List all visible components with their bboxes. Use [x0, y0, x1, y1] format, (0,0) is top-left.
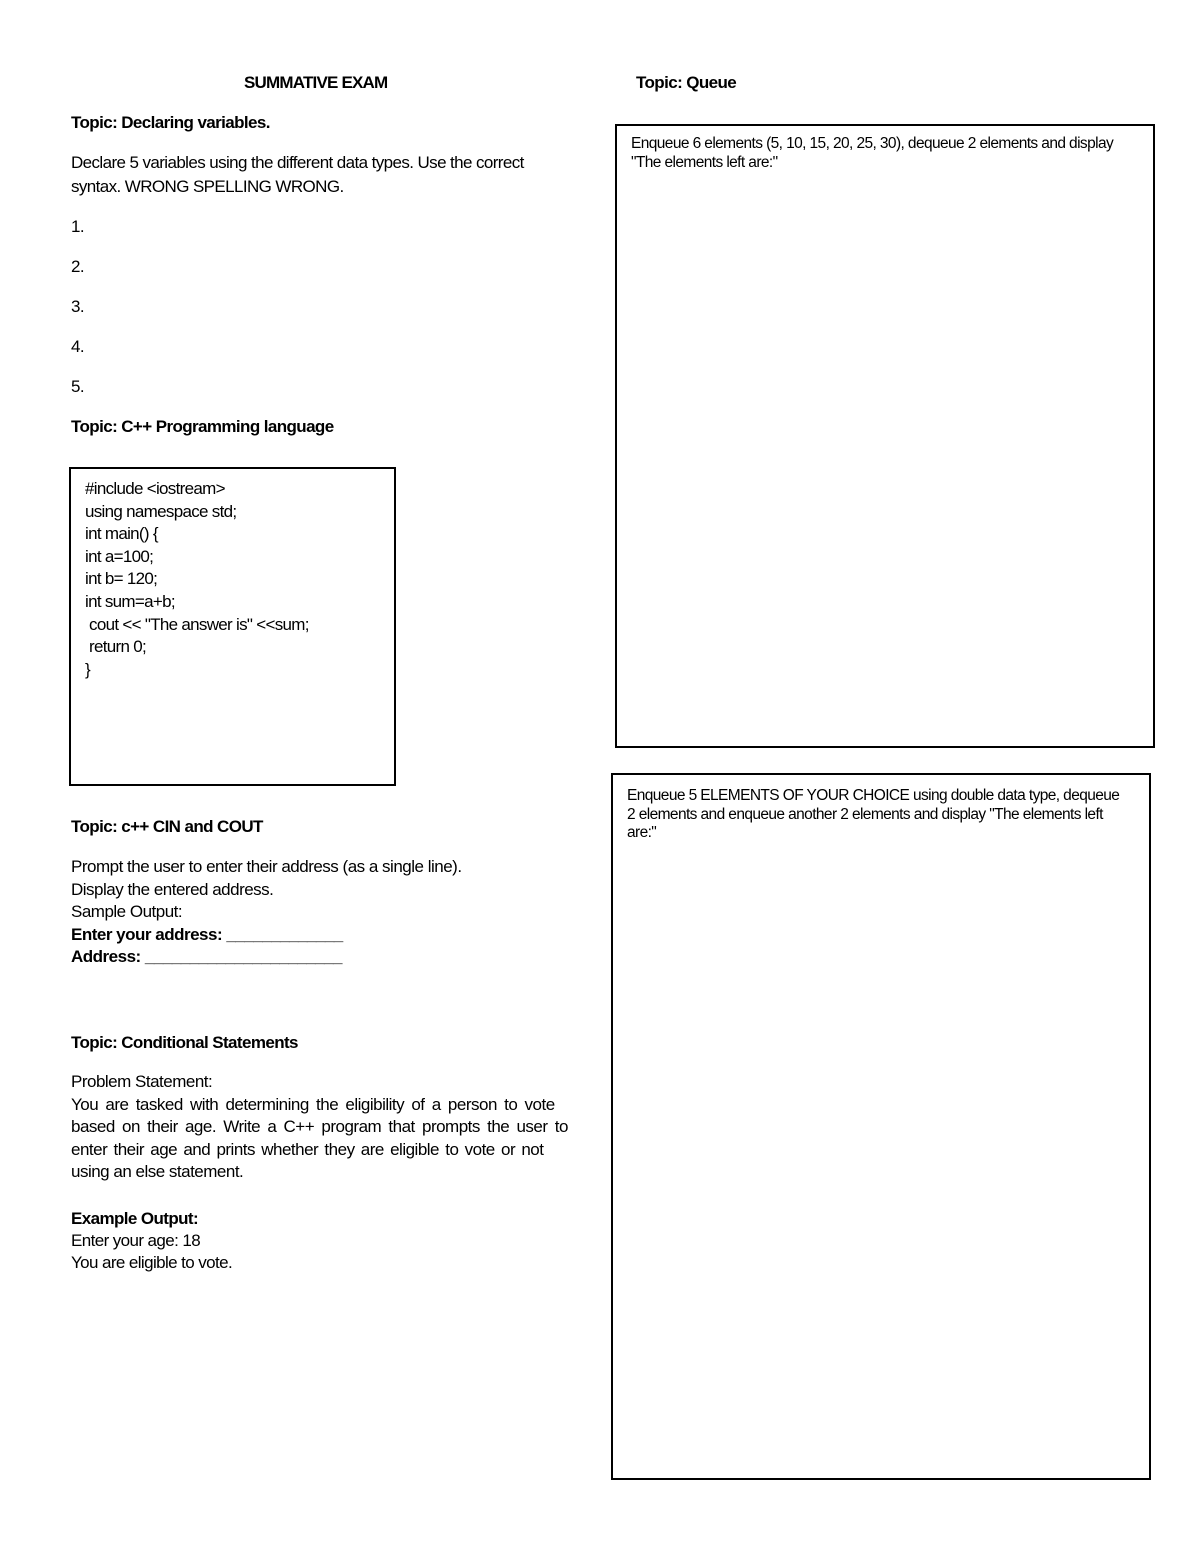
queue-answer-box-1 — [615, 124, 1155, 748]
cin-cout-heading: Topic: c++ CIN and COUT — [71, 817, 263, 836]
answer-item-2: 2. — [71, 257, 84, 276]
code-line: int b= 120; — [85, 569, 158, 589]
code-line: using namespace std; — [85, 501, 237, 521]
answer-item-4: 4. — [71, 337, 84, 356]
answer-item-5: 5. — [71, 377, 84, 396]
problem-line: You are tasked with determining the eligibility of a person to vote — [71, 1094, 555, 1114]
queue-box1-line: "The elements left are:" — [631, 153, 778, 171]
problem-line: based on their age. Write a C++ program that prompts the user to — [71, 1117, 568, 1137]
cpp-heading: Topic: C++ Programming language — [71, 417, 334, 436]
code-box — [69, 467, 396, 786]
code-line: int main() { — [85, 524, 158, 544]
problem-line: using an else statement. — [71, 1162, 244, 1182]
code-line: cout << "The answer is" <<sum; — [85, 614, 309, 634]
queue-box2-line: are:" — [627, 824, 657, 841]
queue-answer-box-2 — [611, 773, 1151, 1480]
queue-box2-line: 2 elements and enqueue another 2 elements and display "The elements left — [627, 805, 1103, 823]
cin-cout-line: Prompt the user to enter their address (as a single line). — [71, 857, 462, 876]
answer-item-1: 1. — [71, 217, 84, 236]
conditional-heading: Topic: Conditional Statements — [71, 1033, 298, 1052]
problem-line: enter their age and prints whether they are eligible to vote or not — [71, 1139, 544, 1159]
variables-instruction-line1: Declare 5 variables using the different data types. Use the correct — [71, 153, 524, 172]
exam-title: SUMMATIVE EXAM — [244, 73, 388, 92]
variables-instruction-line2: syntax. WRONG SPELLING WRONG. — [71, 177, 344, 196]
cin-cout-line: Display the entered address. — [71, 879, 274, 899]
code-line: } — [85, 659, 90, 679]
answer-item-3: 3. — [71, 297, 84, 316]
example-output-heading: Example Output: — [71, 1209, 199, 1228]
code-line: return 0; — [85, 637, 147, 657]
cin-cout-body — [71, 856, 566, 969]
problem-label: Problem Statement: — [71, 1072, 213, 1091]
queue-heading: Topic: Queue — [636, 73, 737, 92]
cin-cout-line: Sample Output: — [71, 902, 183, 922]
problem-statement — [71, 1071, 568, 1184]
code-line: int sum=a+b; — [85, 591, 175, 611]
example-output-line2: You are eligible to vote. — [71, 1253, 233, 1272]
queue-box1-line: Enqueue 6 elements (5, 10, 15, 20, 25, 30), dequeue 2 elements and display — [631, 135, 1114, 152]
code-line: #include <iostream> — [85, 479, 225, 498]
queue-box2-line: Enqueue 5 ELEMENTS OF YOUR CHOICE using double data type, dequeue — [627, 787, 1120, 804]
sample-prompt-line: Enter your address: _____________ — [71, 924, 343, 944]
sample-address-line: Address: ______________________ — [71, 947, 342, 967]
variables-heading: Topic: Declaring variables. — [71, 113, 270, 132]
example-output-line1: Enter your age: 18 — [71, 1231, 201, 1250]
code-line: int a=100; — [85, 546, 154, 566]
